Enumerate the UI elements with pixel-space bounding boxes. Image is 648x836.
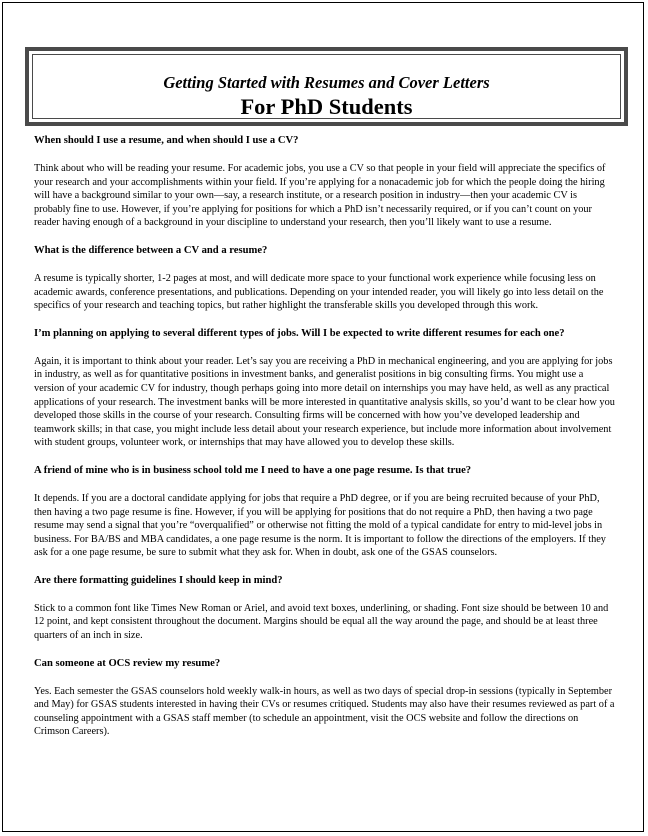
faq-section: [34, 327, 616, 450]
document-title: For PhD Students: [240, 94, 413, 119]
faq-question: I’m planning on applying to several different types of jobs. Will I be expected to write different resumes for each one?: [34, 327, 565, 339]
faq-question: When should I use a resume, and when should I use a CV?: [34, 135, 299, 146]
faq-answer: Yes. Each semester the GSAS counselors hold weekly walk-in hours, as well as two days of special drop-in sessions (typically in September and May) for GSAS students interested in having their CVs or resumes critiqued. Students may also have their resumes reviewed as part of a counseling appointment with a GSAS staff member (to schedule an appointment, visit the OCS website and follow the directions on Crimson Careers).: [34, 685, 615, 738]
faq-answer: Think about who will be reading your resume. For academic jobs, you use a CV so that people in your field will appreciate the specifics of your research and your accomplishments within your field. If you’re applying for a nonacademic job for which the people doing the hiring will have a background similar to your own—say, a research institute, or a research position in industry—then your academic CV is probably fine to use. However, if you’re applying for positions for which a PhD isn’t necessarily required, or if you can’t count on your reader having enough of a background in your discipline to understand your research, then you’ll likely want to use a resume.: [34, 163, 606, 229]
faq-question: Are there formatting guidelines I should keep in mind?: [34, 574, 283, 586]
faq-section: [34, 464, 616, 560]
faq-section: [34, 244, 616, 313]
faq-content: [34, 134, 616, 753]
faq-answer: Again, it is important to think about your reader. Let’s say you are receiving a PhD in mechanical engineering, and you are applying for jobs in industry, as well as for quantitative positions in investment banks, and generalist positions in big consulting firms. You might use a version of your academic CV for industry, though perhaps going into more detail on internships you may have held, as well as any practical applications of your research. The investment banks will be more interested in quantitative analysis skills, so you’d want to be clear how you developed those skills in the course of your research. Consulting firms will be concerned with how you’ve developed leadership and teamwork skills; in that case, you might include less detail about your research experience, but include more information about involvement with student groups, volunteer work, or internships that may have allowed you to develop these skills.: [34, 355, 615, 449]
faq-answer: A resume is typically shorter, 1-2 pages at most, and will dedicate more space to your functional work experience while focusing less on academic awards, conference presentations, and publications. Depending on your intended reader, you will likely go into less detail on the specifics of your research and teaching topics, but rather highlight the transferable skills you developed through this work.: [34, 272, 604, 312]
faq-section: [34, 134, 616, 230]
faq-answer: It depends. If you are a doctoral candidate applying for jobs that require a PhD degree, or if you are being recruited because of your PhD, then having a two page resume is fine. However, if you will be applying for positions that do not require a PhD, then having a two page resume may send a signal that you’re “overqualified” or otherwise not fitting the mold of a typical candidate for entry to mid-level jobs in business. For BA/BS and MBA candidates, a one page resume is the norm. It is important to follow the directions of the employers. If they ask for a one page resume, be sure to submit what they ask for. When in doubt, ask one of the GSAS counselors.: [34, 492, 606, 559]
faq-question: What is the difference between a CV and a resume?: [34, 244, 268, 256]
faq-question: Can someone at OCS review my resume?: [34, 657, 221, 669]
title-banner: [25, 47, 628, 126]
faq-question: A friend of mine who is in business school told me I need to have a one page resume. Is that true?: [34, 464, 472, 476]
faq-section: [34, 574, 616, 643]
document-subtitle: Getting Started with Resumes and Cover Letters: [163, 73, 490, 92]
faq-answer: Stick to a common font like Times New Roman or Ariel, and avoid text boxes, underlining, or shading. Font size should be between 10 and 12 point, and kept consistent throughout the document. Margins should be equal all the way around the page, and should be at least three quarters of an inch in size.: [34, 602, 609, 642]
faq-section: [34, 657, 616, 739]
